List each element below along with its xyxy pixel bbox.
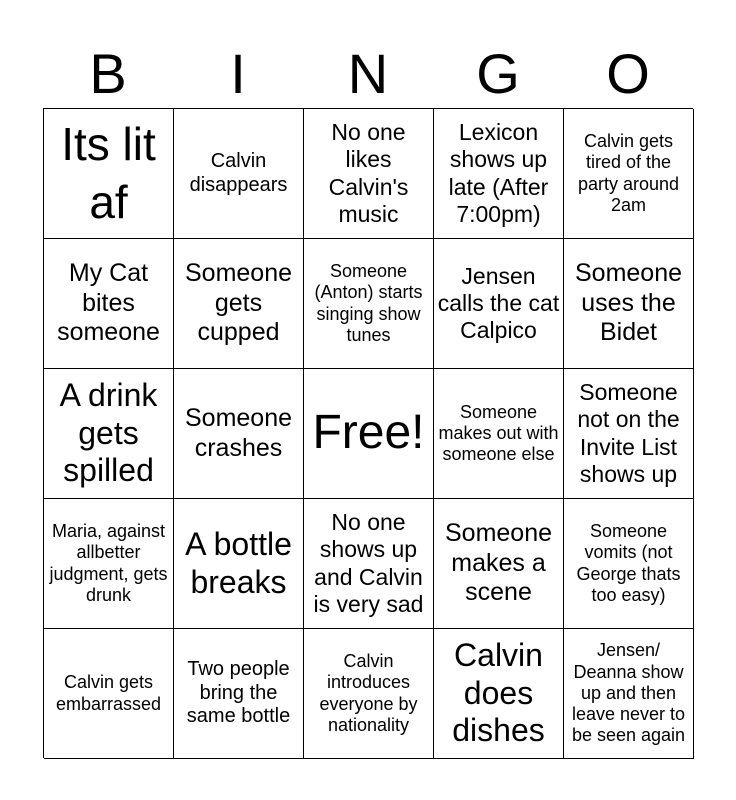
- bingo-cell-r3c5[interactable]: Someone not on the Invite List shows up: [564, 369, 694, 499]
- bingo-cell-r4c5[interactable]: Someone vomits (not George thats too easy): [564, 499, 694, 629]
- bingo-cell-r1c5[interactable]: Calvin gets tired of the party around 2am: [564, 109, 694, 239]
- bingo-cell-r1c4[interactable]: Lexicon shows up late (After 7:00pm): [434, 109, 564, 239]
- bingo-cell-r3c4[interactable]: Someone makes out with someone else: [434, 369, 564, 499]
- bingo-cell-r4c3[interactable]: No one shows up and Calvin is very sad: [304, 499, 434, 629]
- bingo-cell-r2c4[interactable]: Jensen calls the cat Calpico: [434, 239, 564, 369]
- bingo-cell-r4c4[interactable]: Someone makes a scene: [434, 499, 564, 629]
- header-letter-o: O: [606, 42, 650, 105]
- bingo-cell-r5c4[interactable]: Calvin does dishes: [434, 629, 564, 759]
- header-letter-g: G: [476, 42, 520, 105]
- bingo-cell-r1c1[interactable]: Its lit af: [44, 109, 174, 239]
- bingo-cell-r5c1[interactable]: Calvin gets embarrassed: [44, 629, 174, 759]
- bingo-cell-r5c3[interactable]: Calvin introduces everyone by nationality: [304, 629, 434, 759]
- header-letter-b: B: [89, 42, 127, 105]
- bingo-cell-r2c1[interactable]: My Cat bites someone: [44, 239, 174, 369]
- bingo-cell-r3c2[interactable]: Someone crashes: [174, 369, 304, 499]
- bingo-cell-free[interactable]: Free!: [304, 369, 434, 499]
- bingo-cell-r4c2[interactable]: A bottle breaks: [174, 499, 304, 629]
- header-letter-n: N: [347, 42, 389, 105]
- bingo-cell-r2c3[interactable]: Someone (Anton) starts singing show tunes: [304, 239, 434, 369]
- bingo-cell-r5c2[interactable]: Two people bring the same bottle: [174, 629, 304, 759]
- header-letter-i: I: [230, 42, 246, 105]
- bingo-cell-r3c1[interactable]: A drink gets spilled: [44, 369, 174, 499]
- bingo-cell-r1c2[interactable]: Calvin disappears: [174, 109, 304, 239]
- bingo-cell-r2c5[interactable]: Someone uses the Bidet: [564, 239, 694, 369]
- bingo-header: [43, 40, 693, 108]
- bingo-cell-r2c2[interactable]: Someone gets cupped: [174, 239, 304, 369]
- bingo-cell-r5c5[interactable]: Jensen/ Deanna show up and then leave never to be seen again: [564, 629, 694, 759]
- bingo-board: [43, 108, 693, 758]
- bingo-cell-r4c1[interactable]: Maria, against allbetter judgment, gets drunk: [44, 499, 174, 629]
- bingo-cell-r1c3[interactable]: No one likes Calvin's music: [304, 109, 434, 239]
